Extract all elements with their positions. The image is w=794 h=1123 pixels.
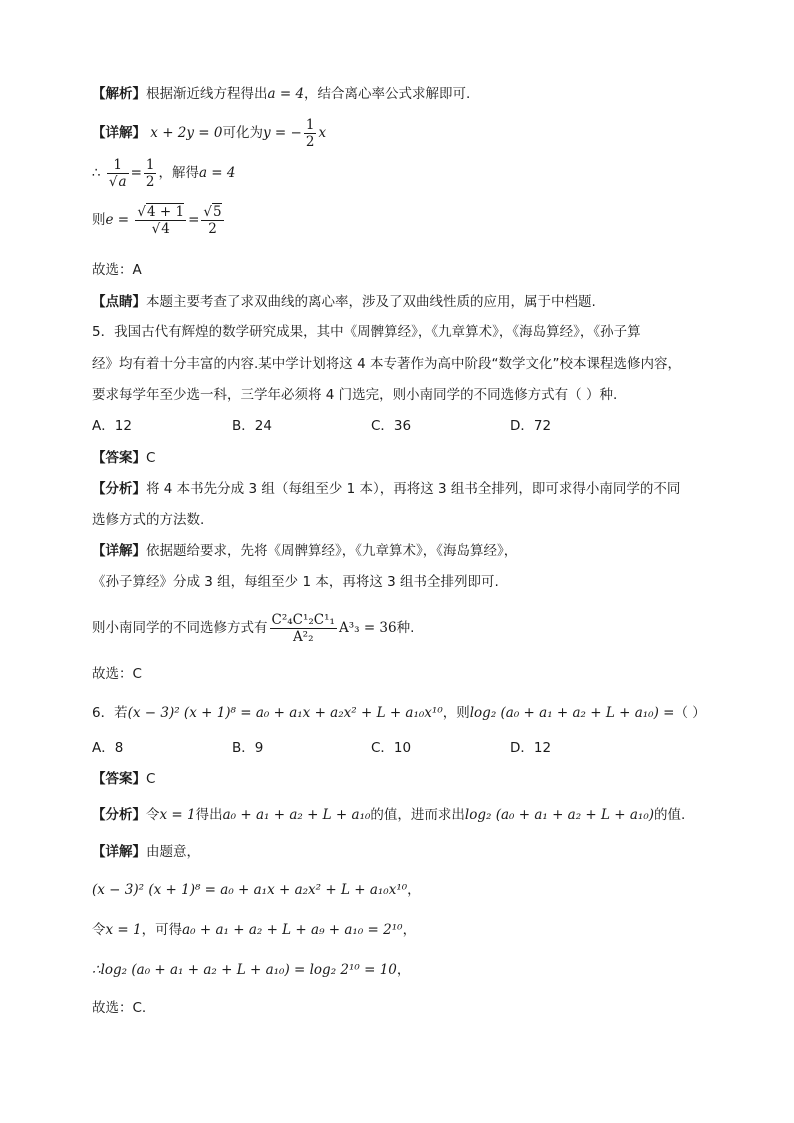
analysis-text-a: 根据渐近线方程得出 bbox=[146, 86, 268, 102]
q6-detail-text: 由题意， bbox=[146, 844, 200, 860]
then-text: 则 bbox=[92, 212, 106, 228]
q6-eq1-line bbox=[92, 880, 421, 900]
sqrt-a-fraction: $\frac{1}{√a}$ bbox=[108, 156, 127, 190]
q5-line-1: 5．我国古代有辉煌的数学研究成果，其中《周髀算经》，《九章算术》，《海岛算经》，《孙子算 bbox=[92, 324, 641, 340]
q6-fenxi-a: 令 bbox=[146, 807, 160, 823]
solve-text: ，解得 bbox=[158, 165, 199, 181]
q5-result-text-b: 种. bbox=[396, 620, 415, 636]
q5-result-text-a: 则小南同学的不同选修方式有 bbox=[92, 620, 268, 636]
solve-math: a = 4 bbox=[198, 165, 236, 181]
q6-let-a: 令 bbox=[92, 922, 106, 938]
q6-eq1: (x − 3)² (x + 1)⁸ = a₀ + a₁x + a₂x² + L + a₁₀x¹⁰ bbox=[92, 882, 408, 898]
detail-tag-q6: 【详解】 bbox=[92, 844, 146, 860]
q6-option-b: B．9 bbox=[232, 740, 264, 756]
e-result-fraction: $\frac{√5}{2}$ bbox=[203, 203, 222, 237]
x-variable: x bbox=[318, 125, 327, 141]
q5-detail-line-2: 《孙子算经》分成 3 组，每组至少 1 本，再将这 3 组书全排列即可. bbox=[92, 574, 499, 590]
q6-answer: C bbox=[146, 771, 156, 787]
q5-result-math: A³₃ = 36 bbox=[338, 620, 397, 636]
q5-option-c: C．36 bbox=[371, 418, 412, 434]
detail-line-1 bbox=[92, 116, 326, 150]
q6-final-tail: ， bbox=[396, 962, 411, 978]
q6-option-d: D．12 bbox=[510, 740, 552, 756]
q5-analysis-line-2: 选修方式的方法数. bbox=[92, 512, 205, 528]
q6-analysis-line bbox=[92, 805, 685, 825]
analysis-math: a = 4 bbox=[267, 86, 305, 102]
equals-sign: = bbox=[130, 165, 142, 181]
detail-math-b: y = − bbox=[263, 125, 302, 141]
remark-tag: 【点睛】 bbox=[92, 294, 146, 310]
detail-tag-q5: 【详解】 bbox=[92, 543, 146, 559]
q5-option-b: B．24 bbox=[232, 418, 272, 434]
q6-answer-line bbox=[92, 769, 155, 789]
remark-text: 本题主要考查了求双曲线的离心率，涉及了双曲线性质的应用，属于中档题. bbox=[146, 294, 596, 310]
q5-option-a: A．12 bbox=[92, 418, 132, 434]
q6-option-c: C．10 bbox=[371, 740, 412, 756]
q6-let-math1: x = 1 bbox=[105, 922, 142, 938]
q5-result-line bbox=[92, 608, 414, 648]
q5-answer-line bbox=[92, 448, 155, 468]
q6-let-b: ，可得 bbox=[141, 922, 183, 938]
q6-stem-a: 6．若 bbox=[92, 705, 128, 721]
q6-final-math: ∴log₂ (a₀ + a₁ + a₂ + L + a₁₀) = log₂ 2¹⁰ = 10 bbox=[92, 962, 397, 978]
analysis-text-b: ，结合离心率公式求解即可. bbox=[304, 86, 471, 102]
e-equals: e = bbox=[105, 212, 130, 228]
detail-line-2 bbox=[92, 155, 236, 191]
e-fraction: $\frac{√4 + 1}{√4}$ bbox=[137, 203, 185, 237]
half-fraction: $\frac{1}{2}$ bbox=[305, 116, 315, 150]
q5-detail-1: 依据题给要求，先将《周髀算经》，《九章算术》，《海岛算经》， bbox=[146, 543, 518, 559]
q6-let-math2: a₀ + a₁ + a₂ + L + a₉ + a₁₀ = 2¹⁰ bbox=[182, 922, 403, 938]
detail-text: 可化为 bbox=[222, 125, 264, 141]
detail-line-3 bbox=[92, 200, 226, 240]
answer-tag-q6: 【答案】 bbox=[92, 771, 146, 787]
analysis-tag-q5: 【分析】 bbox=[92, 481, 146, 497]
q6-let-line bbox=[92, 920, 416, 940]
q5-analysis-line-1 bbox=[92, 479, 680, 499]
half-fraction-2: $\frac{1}{2}$ bbox=[145, 156, 155, 190]
q6-fenxi-math3: log₂ (a₀ + a₁ + a₂ + L + a₁₀) bbox=[464, 807, 655, 823]
q6-fenxi-math1: x = 1 bbox=[159, 807, 196, 823]
therefore-symbol: ∴ bbox=[92, 165, 101, 181]
analysis-tag-q6: 【分析】 bbox=[92, 807, 146, 823]
q5-option-d: D．72 bbox=[510, 418, 552, 434]
q5-answer: C bbox=[146, 450, 156, 466]
q6-detail-line bbox=[92, 842, 200, 862]
q6-stem-b: ，则 bbox=[442, 705, 470, 721]
q6-let-tail: ， bbox=[402, 922, 417, 938]
q6-stem-log: log₂ (a₀ + a₁ + a₂ + L + a₁₀) = bbox=[469, 705, 675, 721]
q5-line-3: 要求每学年至少选一科，三学年必须将 4 门选完，则小南同学的不同选修方式有（ ）种. bbox=[92, 387, 618, 403]
answer-tag: 【答案】 bbox=[92, 450, 146, 466]
q6-stem-expr: (x − 3)² (x + 1)⁸ = a₀ + a₁x + a₂x² + L + a₁₀x¹⁰ bbox=[127, 705, 443, 721]
q6-final-line bbox=[92, 960, 410, 980]
choose-a: 故选：A bbox=[92, 262, 142, 278]
q5-result-fraction: $\frac{\text{C²₄C¹₂C¹₁}}{\text{A²₂}}$ bbox=[271, 611, 335, 645]
q6-fenxi-d: 的值. bbox=[654, 807, 686, 823]
q5-detail-line-1 bbox=[92, 541, 517, 561]
q6-choose: 故选：C. bbox=[92, 1000, 147, 1016]
q6-eq1-tail: ， bbox=[407, 882, 421, 898]
q6-stem-c: （ ） bbox=[674, 705, 706, 721]
q6-fenxi-b: 得出 bbox=[195, 807, 223, 823]
q6-fenxi-c: 的值，进而求出 bbox=[370, 807, 465, 823]
q5-line-2: 经》均有着十分丰富的内容.某中学计划将这 4 本专著作为高中阶段“数学文化”校本课程选修内容， bbox=[92, 356, 681, 372]
q5-choose: 故选：C bbox=[92, 666, 142, 682]
detail-math-a: x + 2y = 0 bbox=[150, 125, 223, 141]
remark-line bbox=[92, 292, 596, 312]
q6-stem bbox=[92, 703, 706, 723]
q6-fenxi-math2: a₀ + a₁ + a₂ + L + a₁₀ bbox=[222, 807, 371, 823]
analysis-line bbox=[92, 84, 470, 104]
analysis-tag: 【解析】 bbox=[92, 86, 146, 102]
detail-tag: 【详解】 bbox=[92, 125, 146, 141]
q6-option-a: A．8 bbox=[92, 740, 124, 756]
q5-fenxi-1: 将 4 本书先分成 3 组（每组至少 1 本），再将这 3 组书全排列，即可求得小南同学的不同 bbox=[146, 481, 681, 497]
equals-sign-2: = bbox=[188, 212, 200, 228]
